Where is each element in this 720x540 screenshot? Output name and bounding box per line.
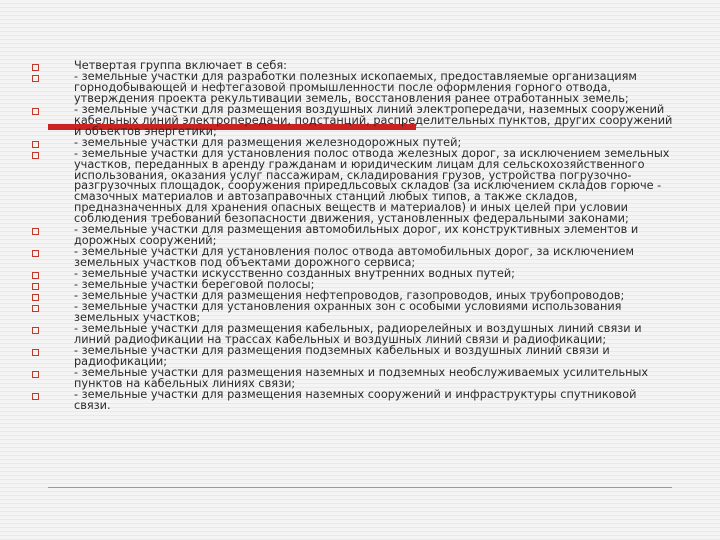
- list-item: [74, 299, 674, 324]
- list-item: [74, 321, 674, 346]
- list-item: [74, 365, 674, 390]
- list-item-text: - земельные участки для установления охранных зон с особыми условиями использования земельных участков;: [74, 299, 622, 324]
- list-item-text: - земельные участки для размещения воздушных линий электропередачи, наземных сооружений кабельных линий электропередачи, подстанций, распределительных пунктов, других сооружений и объектов энергетики;: [74, 102, 673, 138]
- list-item-text: - земельные участки для размещения наземных и подземных необслуживаемых усилительных пунктов на кабельных линиях связи;: [74, 365, 649, 390]
- list-item-text: - земельные участки для размещения подземных кабельных и воздушных линий связи и радиофикации;: [74, 343, 610, 368]
- bullet-icon: [32, 272, 39, 279]
- list-item-text: - земельные участки для установления полос отвода железных дорог, за исключением земельных участков, переданных в аренду гражданам и юридическим лицам для сельскохозяйственного использования, оказания услуг пассажирам, складирования грузов, устройства погрузочно-разгрузочных площадок, сооружения приредльсовых складов (за исключением складов горюче - смазочных материалов и автозаправочных станций любых типов, а также складов, предназначенных для хранения опасных веществ и материалов) и иных целей при условии соблюдения требований безопасности движения, установленных федеральными законами;: [74, 146, 670, 226]
- list-item: [74, 247, 674, 269]
- bullet-icon: [32, 371, 39, 378]
- list-item-text: - земельные участки береговой полосы;: [74, 278, 315, 292]
- list-item: [74, 69, 674, 105]
- bullet-icon: [32, 108, 39, 115]
- list-item-text: - земельные участки для размещения наземных сооружений и инфраструктуры спутниковой связи.: [74, 387, 637, 412]
- slide-content: [74, 61, 674, 412]
- list-item-text: - земельные участки для разработки полезных ископаемых, предоставляемые организациям горнодобывающей и нефтегазовой промышленности после оформления горного отвода, утверждения проекта рекультивации земель, восстановления ранее отработанных земель;: [74, 69, 637, 105]
- bullet-icon: [32, 393, 39, 400]
- bullet-icon: [32, 283, 39, 290]
- list-item: [74, 225, 674, 247]
- list-item: [74, 387, 674, 412]
- list-item-text: - земельные участки для установления полос отвода автомобильных дорог, за исключением земельных участков под объектами дорожного сервиса;: [74, 245, 634, 270]
- list-item: [74, 343, 674, 368]
- bullet-icon: [32, 349, 39, 356]
- list-item-text: - земельные участки для размещения железнодорожных путей;: [74, 135, 462, 149]
- list-item-text: - земельные участки для размещения нефтепроводов, газопроводов, иных трубопроводов;: [74, 289, 625, 303]
- bullet-icon: [32, 141, 39, 148]
- bullet-icon: [32, 294, 39, 301]
- bullet-icon: [32, 327, 39, 334]
- bullet-icon: [32, 250, 39, 257]
- list-item-text: - земельные участки для размещения кабельных, радиорелейных и воздушных линий связи и линий радиофикации на трассах кабельных и воздушных линий связи и радиофикации;: [74, 321, 642, 346]
- list-item-text: - земельные участки для размещения автомобильных дорог, их конструктивных элементов и дорожных сооружений;: [74, 223, 639, 248]
- bullet-icon: [32, 305, 39, 312]
- heading-text: Четвертая группа включает в себя:: [74, 59, 287, 72]
- list-item: [74, 102, 674, 138]
- bullet-icon: [32, 75, 39, 82]
- bottom-divider-line: [48, 487, 672, 488]
- bullet-icon: [32, 64, 39, 71]
- list-item-text: - земельные участки искусственно созданных внутренних водных путей;: [74, 267, 515, 281]
- bullet-icon: [32, 152, 39, 159]
- bullet-icon: [32, 228, 39, 235]
- list-item: [74, 146, 674, 226]
